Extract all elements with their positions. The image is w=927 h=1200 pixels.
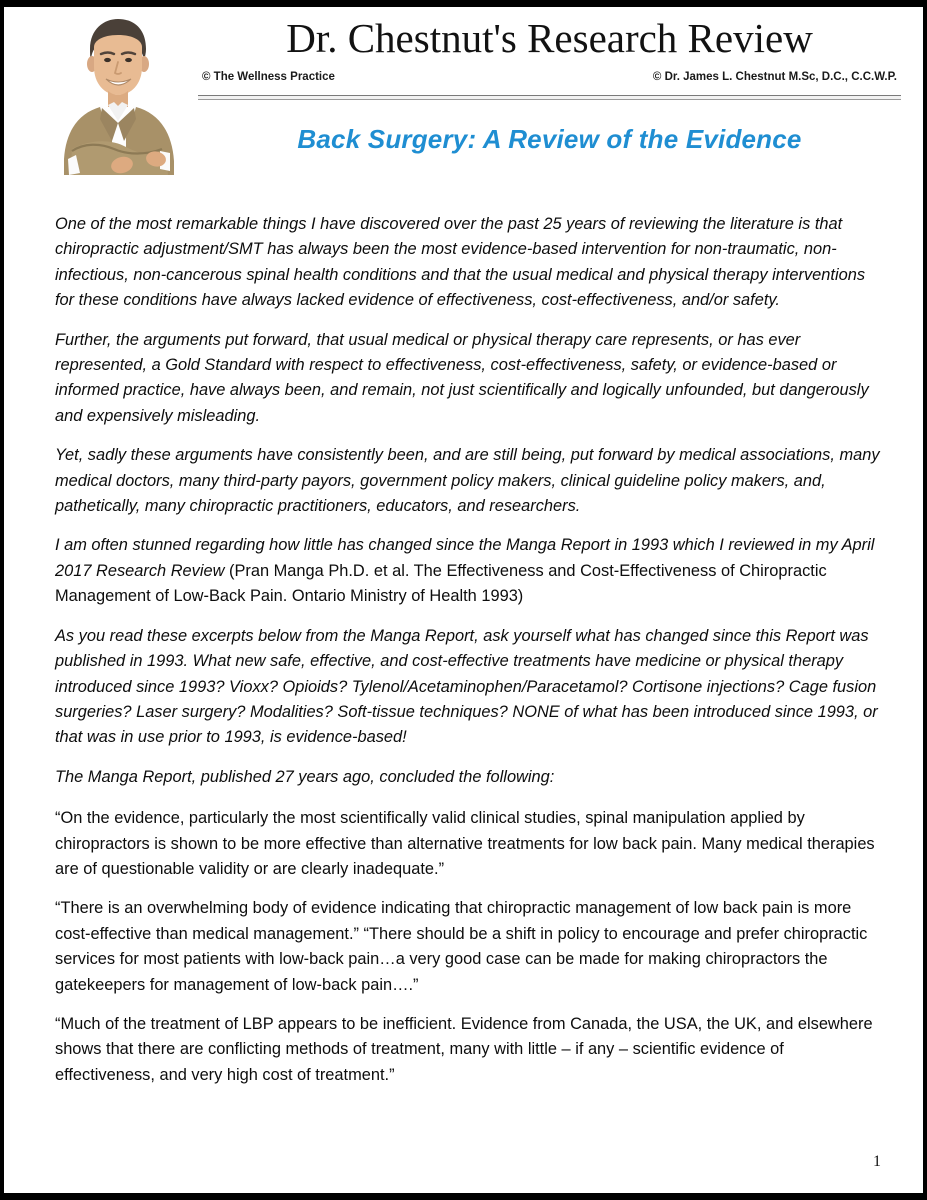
page-content [4, 7, 923, 1193]
paragraph-1: One of the most remarkable things I have discovered over the past 25 years of reviewing the literature is that chiropractic adjustment/SMT has always been the most evidence-based intervention for non-traumatic, non-infectious, non-cancerous spinal health conditions and that the usual medical and physical therapy interventions for these conditions have always lacked evidence of effectiveness, cost-effectiveness, and/or safety. [55, 215, 866, 310]
quote-3: “Much of the treatment of LBP appears to be inefficient. Evidence from Canada, the USA, the UK, and elsewhere shows that there are conflicting methods of treatment, many with little – if any – scientific evidence of effectiveness, and very high cost of treatment.” [55, 1014, 873, 1084]
header-divider [198, 95, 901, 100]
document-header [4, 7, 923, 182]
quote-1: “On the evidence, particularly the most scientifically valid clinical studies, spinal manipulation applied by chiropractors is shown to be more effective than alternative treatments for low back pain. Many medical therapies are of questionable validity or are clearly inadequate.” [55, 809, 875, 878]
masthead-credits [196, 71, 903, 87]
paragraph-4 [55, 533, 881, 609]
paragraph-6: The Manga Report, published 27 years ago, concluded the following: [55, 767, 555, 786]
paragraph-5: As you read these excerpts below from the Manga Report, ask yourself what has changed since this Report was published in 1993. What new safe, effective, and cost-effective treatments have medicine or physical therapy introduced since 1993? Vioxx? Opioids? Tylenol/Acetaminophen/Paracetamol? Cortisone injections? Cage fusion surgeries? Laser surgery? Modalities? Soft-tissue techniques? NONE of what has been introduced since 1993, or that was in use prior to 1993, is evidence-based! [55, 626, 878, 747]
masthead-title: Dr. Chestnut's Research Review [286, 15, 813, 61]
paragraph-3: Yet, sadly these arguments have consistently been, and are still being, put forward by medical associations, many medical doctors, many third-party payors, government policy makers, clinical guideline policy makers, and, pathetically, many chiropractic practitioners, educators, and researchers. [55, 446, 880, 516]
article-body [55, 212, 881, 1102]
credit-author: © Dr. James L. Chestnut M.Sc, D.C., C.C.W.P. [652, 71, 897, 83]
paragraph-2: Further, the arguments put forward, that usual medical or physical therapy care represents, or has ever represented, a Gold Standard with respect to effectiveness, cost-effectiveness, safety, or evidence-based or informed practice, have always been, and remain, not just scientifically and logically unfounded, but dangerously and expensively misleading. [55, 330, 869, 425]
credit-wellness-practice: © The Wellness Practice [202, 71, 335, 83]
portrait-photo-icon [42, 9, 194, 181]
page-title: Back Surgery: A Review of the Evidence [297, 124, 802, 154]
quote-2: “There is an overwhelming body of evidence indicating that chiropractic management of low back pain is more cost-effective than medical management.” “There should be a shift in policy to encourage and prefer chiropractic services for most patients with low-back pain…a very good case can be made for making chiropractors the gatekeepers for management of low-back pain….” [55, 899, 868, 994]
masthead [196, 13, 903, 155]
paragraph-4-italic-part: I am often stunned regarding how little has changed since the Manga Report in 1993 which I reviewed in my April 2017 Research Review [55, 536, 875, 580]
page-number: 1 [873, 1153, 881, 1170]
paragraph-4-citation: (Pran Manga Ph.D. et al. The Effectiveness and Cost-Effectiveness of Chiropractic Management of Low-Back Pain. Ontario Ministry of Health 1993) [55, 561, 827, 606]
